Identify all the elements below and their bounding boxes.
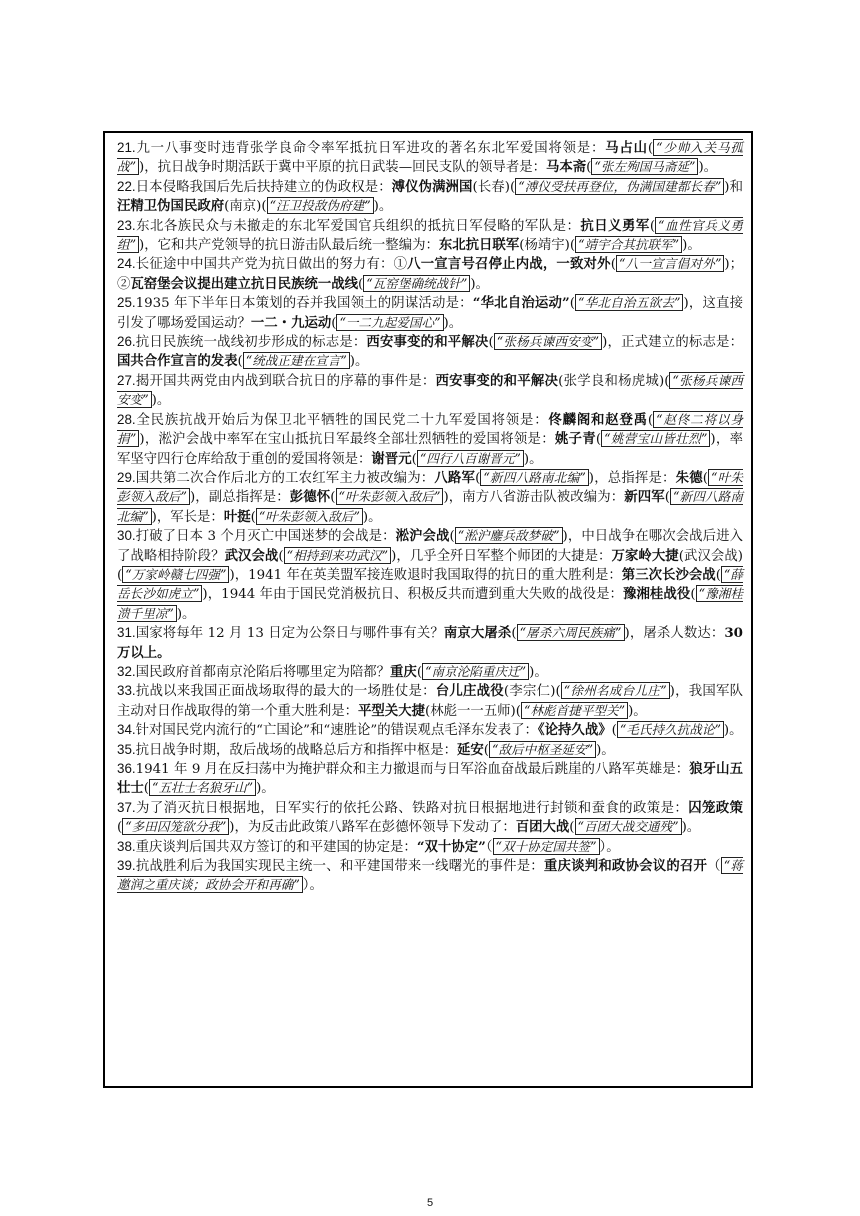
answer-text: 万家岭大捷 [611, 547, 679, 564]
mnemonic-box: “姚营宝山皆壮烈” [601, 430, 710, 447]
page-number: 5 [426, 1197, 434, 1209]
question-text: ( [278, 548, 284, 564]
mnemonic-box: “百团大战交通残” [575, 818, 682, 835]
mnemonic-box: “徐州名成台儿庄” [561, 682, 670, 699]
question-text: )，军长是： [151, 509, 224, 525]
question-text: ）。 [302, 878, 323, 894]
question-text: ( [250, 509, 256, 525]
mnemonic-box: “新四八路南北编” [480, 469, 588, 486]
answer-text: 佟麟阁和赵登禹 [548, 411, 648, 428]
mnemonic-box: “淞沪鏖兵敌梦破” [455, 527, 563, 544]
question-text: )。 [596, 742, 615, 758]
question-number: 32. [117, 663, 136, 679]
question-text: )。 [529, 664, 548, 680]
question-item [117, 333, 743, 372]
question-text: ）。 [599, 839, 620, 855]
mnemonic-box: “林彪首捷平型关” [521, 702, 628, 719]
question-text: 打破了日本 3 个月灭亡中国迷梦的会战是： [135, 529, 396, 545]
answer-text: 30 万以上。 [117, 625, 743, 661]
question-text: )，率军坚守四行仓库给敌于重创的爱国将领是： [117, 432, 743, 467]
question-text: ( [330, 490, 336, 506]
mnemonic-box: “少帅入关马孤战” [117, 140, 744, 175]
mnemonic-box: “张杨兵谏西安变” [494, 333, 602, 350]
question-text: 抗战胜利后为我国实现民主统一、和平建国带来一线曙光的事件是： [135, 859, 544, 875]
question-text: (武汉会战)( [117, 548, 744, 583]
question-text: 日本侵略我国后先后扶持建立的伪政权是： [135, 179, 392, 195]
question-text: ( [358, 276, 364, 292]
question-text: )，我国军队主动对日作战取得的第一个重大胜利是： [117, 684, 744, 719]
question-text: (林彪一一五师)( [424, 703, 522, 719]
question-text: )和 [724, 179, 743, 195]
question-number: 39. [117, 858, 136, 874]
question-text: 抗日战争时期，敌后战场的战略总后方和指挥中枢是： [135, 742, 457, 758]
question-item [117, 469, 743, 527]
mnemonic-box: “赵佟二将以身捐” [117, 411, 744, 447]
question-text: 长征途中中国共产党为抗日做出的努力有：① [135, 257, 408, 273]
question-text: )，为反击此政策八路军在彭德怀领导下发动了： [229, 820, 516, 836]
question-number: 25. [117, 295, 136, 311]
answer-text: 瓦窑堡会议提出建立抗日民族统一战线 [130, 275, 359, 292]
answer-text: 马占山 [605, 140, 648, 156]
question-text: )。 [682, 238, 701, 254]
question-text: )；② [117, 257, 744, 292]
answer-text: 第三次长沙会战 [621, 566, 716, 583]
question-text: )。 [443, 315, 463, 331]
question-text: (长春)( [472, 179, 516, 195]
question-text: 东北各族民众与未撤走的东北军爱国官兵组织的抵抗日军侵略的军队是： [135, 218, 581, 234]
answer-text: 西安事变的和平解决 [435, 372, 559, 389]
question-number: 26. [117, 334, 136, 350]
question-item [117, 527, 743, 624]
question-number: 27. [117, 372, 136, 388]
question-item [117, 624, 743, 663]
question-text: )，它和共产党领导的抗日游击队最后统一整编为： [139, 238, 439, 254]
question-number: 34. [117, 722, 136, 738]
question-text: )。 [723, 723, 743, 739]
question-text: ( [647, 141, 654, 156]
answer-text: 溥仪伪满洲国 [391, 178, 473, 195]
question-text: ( [331, 315, 337, 331]
question-text: ( [647, 412, 654, 428]
mnemonic-box: “新四八路南北编” [117, 489, 743, 524]
mnemonic-box: “血性官兵义勇组” [117, 217, 744, 253]
answer-text: 彭德怀 [289, 489, 331, 506]
question-text: ( [702, 470, 709, 486]
answer-text: 东北抗日联军 [438, 237, 520, 254]
mnemonic-box: “溥仪受扶再登位，伪满国建都长春” [515, 178, 724, 195]
answer-text: “双十协定” [416, 838, 486, 855]
question-text: ( [483, 742, 490, 758]
question-item [117, 857, 743, 896]
answer-text: 重庆 [390, 663, 417, 680]
answer-text: 百团大战 [515, 819, 570, 836]
question-text: ( [449, 529, 455, 545]
question-text: ( [117, 820, 123, 836]
mnemonic-box: “统战正建在宣言” [243, 352, 350, 369]
question-text: )，几乎全歼日军整个师团的大捷是： [391, 548, 612, 564]
question-number: 31. [117, 625, 136, 641]
question-text: 1935 年下半年日本策划的吞并我国领土的阴谋活动是： [135, 296, 473, 312]
answer-text: 抗日义勇军 [580, 217, 650, 234]
answer-text: 一二・九运动 [250, 314, 332, 331]
mnemonic-box: “豫湘桂溃千里凉” [117, 586, 743, 621]
question-text: )。 [362, 509, 382, 525]
question-text: 国共第二次合作后北方的工农红军主力被改编为： [135, 470, 435, 486]
question-text: )，副总指挥是： [189, 490, 290, 506]
question-text: ( [595, 432, 602, 448]
mnemonic-box: “相持到来功武汉” [284, 547, 391, 564]
question-text: ( [715, 567, 721, 583]
mnemonic-box: “靖宇合其抗联军” [575, 236, 682, 253]
question-number: 21. [117, 140, 136, 155]
question-item [117, 682, 743, 721]
question-item [117, 372, 743, 411]
question-text: 针对国民党内流行的“亡国论”和“速胜论”的错误观点毛泽东发表了： [135, 723, 538, 739]
question-number: 33. [117, 683, 136, 699]
question-text: （ [707, 859, 721, 875]
question-number: 30. [117, 528, 136, 544]
question-item [117, 139, 743, 178]
answer-text: 八路军 [434, 469, 476, 486]
question-text: )，总指挥是： [588, 470, 676, 486]
mnemonic-box: “八一宣言倡对外” [616, 255, 724, 272]
question-number: 35. [117, 741, 136, 757]
mnemonic-box: “华北自治五欲去” [575, 294, 683, 311]
answer-text: 汪精卫伪国民政府 [117, 198, 225, 215]
question-text: )，南方八省游击队被改编为： [443, 490, 625, 506]
question-text: )。 [256, 781, 275, 797]
question-item [117, 741, 743, 760]
answer-text: 八一宣言号召停止内战，一致对外 [407, 256, 611, 273]
question-text: 全民族抗战开始后为保卫北平牺牲的国民党二十九军爱国将领是： [135, 412, 549, 428]
question-text: )，淞沪会战中率军在宝山抵抗日军最终全部壮烈牺牲的爱国将领是： [139, 432, 555, 448]
question-text: ( [143, 781, 150, 797]
question-text: ( [511, 626, 517, 642]
question-text: )。 [628, 703, 647, 719]
answer-text: 重庆谈判和政协会议的召开 [543, 858, 708, 875]
question-text: ( [237, 354, 243, 370]
mnemonic-box: “一二九起爱国心” [336, 314, 443, 331]
question-text: ( [586, 160, 592, 176]
question-number: 24. [117, 256, 136, 272]
mnemonic-box: “汪卫投敌伪府建” [267, 197, 374, 214]
question-text: 九一八事变时违背张学良命令率军抵抗日军进攻的著名东北军爱国将领是： [135, 141, 606, 156]
question-number: 23. [117, 217, 136, 233]
question-text: (张学良和杨虎城)( [558, 373, 670, 389]
question-text: )，中日战争在哪次会战后进入了战略相持阶段？ [117, 529, 744, 564]
question-text: )，屠杀人数达： [624, 626, 725, 642]
answer-text: 朱德 [675, 469, 703, 486]
question-number: 38. [117, 838, 136, 854]
answer-text: 豫湘桂战役 [623, 586, 691, 603]
question-text: ( [569, 296, 575, 312]
question-number: 37. [117, 799, 136, 815]
question-text: ( [416, 664, 423, 680]
question-text: )，正式建立的标志是： [602, 335, 743, 351]
answer-text: 新四军 [624, 489, 665, 506]
question-item [117, 178, 743, 217]
question-item [117, 255, 743, 294]
question-text: )，1944 年由于国民党消极抗日、积极反共而遭到重大失败的战役是： [202, 587, 624, 603]
mnemonic-box: “南京沦陷重庆迁” [422, 663, 529, 680]
mnemonic-box: “叶朱彭领入敌后” [117, 469, 744, 505]
answer-text: 平型关大捷 [358, 702, 425, 719]
mnemonic-box: “五壮士名狼牙山” [149, 779, 256, 796]
mnemonic-box: “万家岭赣七四强” [122, 566, 229, 583]
question-text: 为了消灭抗日根据地，日军实行的依托公路、铁路对抗日根据地进行封锁和蚕食的政策是： [135, 800, 689, 816]
question-item [117, 294, 743, 333]
mnemonic-box: “多田囚笼欲分我” [122, 818, 229, 835]
question-item [117, 721, 743, 740]
question-text: 国民政府首都南京沦陷后将哪里定为陪都？ [135, 664, 391, 680]
mnemonic-box: “敌后中枢圣延安” [489, 741, 596, 758]
mnemonic-box: “毛氏持久抗战论” [617, 721, 724, 738]
question-text: )。 [349, 354, 369, 370]
question-text: 抗战以来我国正面战场取得的最大的一场胜仗是： [135, 684, 436, 700]
answer-text: 台儿庄战役 [435, 683, 504, 700]
answer-text: 囚笼政策 [688, 799, 744, 816]
question-text: )。 [681, 820, 701, 836]
answer-text: 叶挺 [223, 508, 251, 525]
answer-text: 谢晋元 [371, 450, 412, 467]
question-number: 29. [117, 469, 136, 485]
question-item [117, 799, 743, 838]
answer-text: “华北自治运动” [472, 295, 570, 312]
question-item [117, 838, 743, 857]
answer-text: 西安事变的和平解决 [366, 334, 489, 351]
mnemonic-box: “四行八百谢晋元” [417, 450, 524, 467]
answer-text: 南京大屠杀 [443, 625, 512, 642]
question-item [117, 663, 743, 682]
answer-text: 国共合作宣言的发表 [117, 353, 238, 370]
question-text: )。 [698, 160, 718, 176]
question-text: ( [690, 587, 696, 603]
mnemonic-box: “双十协定国共签” [493, 838, 600, 855]
mnemonic-box: “薛岳长沙如虎立” [117, 566, 743, 602]
question-text: )，这直接引发了哪场爱国运动？ [117, 296, 743, 331]
answer-text: 马本斋 [546, 159, 587, 176]
question-text: （ [485, 839, 493, 855]
mnemonic-box: “瓦窑堡确统战针” [363, 275, 470, 292]
question-text: ( [411, 451, 417, 467]
question-text: ( [610, 257, 616, 273]
question-number: 22. [117, 178, 136, 194]
question-text: (杨靖宇)( [519, 238, 576, 254]
question-text: 国家将每年 12 月 13 日定为公祭日与哪件事有关？ [135, 626, 444, 642]
question-text: ( [649, 218, 656, 234]
mnemonic-box: “屠杀六周民族痛” [517, 624, 625, 641]
question-item [117, 760, 743, 799]
question-text: ( [611, 723, 617, 739]
mnemonic-box: “叶朱彭领入敌后” [256, 508, 363, 525]
question-text: )。 [151, 393, 171, 409]
mnemonic-box: “张左殉国马斋延” [591, 158, 698, 175]
content-frame [103, 131, 753, 1088]
question-text: 抗日民族统一战线初步形成的标志是： [135, 335, 367, 351]
mnemonic-box: “张杨兵谏西安变” [117, 372, 743, 408]
question-text: (李宗仁)( [503, 684, 561, 700]
mnemonic-box: “蒋邀润之重庆谈；政协会开和再确” [117, 858, 744, 893]
answer-text: 狼牙山五壮士 [117, 761, 743, 797]
question-text: )。 [470, 276, 489, 292]
question-text: 揭开国共两党由内战到联合抗日的序幕的事件是： [135, 373, 436, 389]
answer-text: 《论持久战》 [537, 722, 612, 739]
question-text: )，抗日战争时期活跃于冀中平原的抗日武装—回民支队的领导者是： [139, 160, 546, 176]
question-text: ( [569, 820, 575, 836]
question-text: 重庆谈判后国共双方签订的和平建国的协定是： [135, 839, 417, 855]
question-text: (南京)( [224, 199, 267, 215]
answer-text: 姚子青 [554, 431, 596, 448]
mnemonic-box: “叶朱彭领入敌后” [336, 488, 444, 505]
answer-text: 淞沪会战 [395, 528, 450, 545]
question-text: ( [488, 335, 494, 351]
question-text: ( [664, 490, 670, 506]
question-text: )。 [523, 451, 543, 467]
question-text: )。 [176, 606, 196, 622]
question-text: ( [475, 470, 481, 486]
question-item [117, 217, 743, 256]
question-number: 28. [117, 411, 136, 427]
question-number: 36. [117, 761, 136, 776]
answer-text: 延安 [457, 741, 484, 758]
question-text: )，1941 年在英美盟军接连败退时我国取得的抗日的重大胜利是： [229, 567, 622, 583]
question-item [117, 411, 743, 469]
question-text: 1941 年 9 月在反扫荡中为掩护群众和主力撤退而与日军浴血奋战最后跳崖的八路军英雄是： [135, 762, 690, 777]
answer-text: 武汉会战 [224, 547, 279, 564]
question-text: )。 [373, 199, 393, 215]
